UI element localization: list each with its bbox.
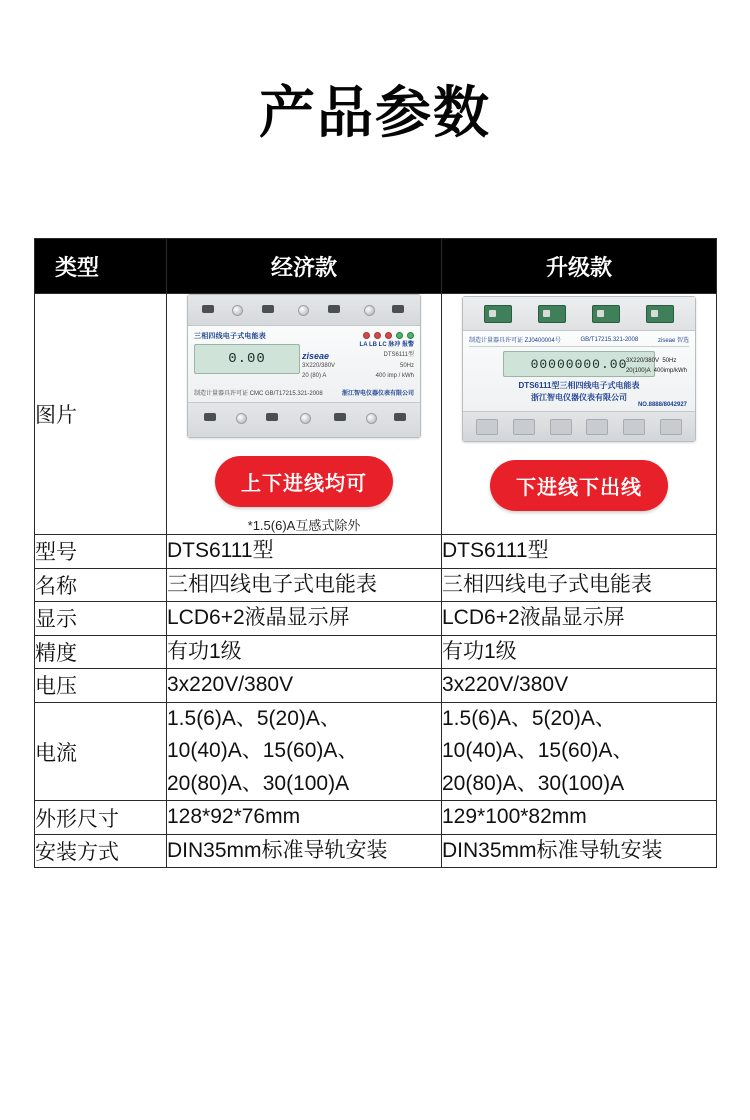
meter-pulse: 400 imp / kWh (375, 373, 414, 379)
terminal-port-icon (476, 419, 498, 435)
table-row (35, 602, 717, 636)
header-type: 类型 (35, 239, 167, 294)
row-value-economy-display: LCD6+2液晶显示屏 (167, 602, 442, 636)
current-line: 20(80)A、30(100)A (167, 771, 350, 795)
row-value-economy-name: 三相四线电子式电能表 (167, 568, 442, 602)
row-value-economy-model: DTS6111型 (167, 535, 442, 569)
led-indicator-icon (363, 332, 370, 339)
terminal-block-icon (484, 305, 512, 323)
page-title: 产品参数 (259, 81, 491, 144)
upgrade-meter-voltage: 3X220/380V (625, 358, 659, 364)
upgrade-product-cell (442, 294, 717, 535)
upgrade-meter-terminals-top (463, 297, 695, 331)
meter-face-title: 三相四线电子式电能表 (194, 333, 266, 340)
upgrade-meter-image (462, 296, 696, 442)
upgrade-meter-serial: NO.8888/8042927 (637, 402, 687, 408)
row-value-economy-current (167, 702, 442, 801)
terminal-port-icon (623, 419, 645, 435)
economy-badge: 上下进线均可 (215, 456, 393, 507)
row-label-current: 电流 (35, 702, 167, 801)
current-line: 1.5(6)A、5(20)A、 (167, 706, 341, 730)
terminal-port-icon (550, 419, 572, 435)
table-row (35, 834, 717, 868)
economy-product-cell (167, 294, 442, 535)
table-header-row (35, 239, 717, 294)
table-row-image (35, 294, 717, 535)
terminal-block-icon (592, 305, 620, 323)
row-value-upgrade-name: 三相四线电子式电能表 (442, 568, 717, 602)
upgrade-meter-pulse: 400imp/kWh (653, 367, 687, 374)
row-label-installation: 安装方式 (35, 834, 167, 868)
meter-top-rail (188, 295, 420, 326)
terminal-port-icon (513, 419, 535, 435)
economy-meter-image (187, 294, 421, 438)
meter-current: 20 (80) A (302, 373, 327, 379)
meter-bottom-rail (188, 402, 420, 437)
table-row (35, 702, 717, 801)
upgrade-meter-cert-code: 制造计量器具许可证 ZJ0400004号 (469, 338, 561, 344)
upgrade-badge: 下进线下出线 (490, 460, 668, 511)
current-line: 10(40)A、15(60)A、 (442, 739, 634, 763)
led-indicator-icon (385, 332, 392, 339)
meter-brand: ziseae (302, 351, 330, 361)
upgrade-meter-faceplate (463, 331, 695, 411)
meter-lcd-display: 0.00 (194, 344, 300, 374)
row-label-model: 型号 (35, 535, 167, 569)
current-line: 20(80)A、30(100)A (442, 771, 625, 795)
header-economy: 经济款 (167, 239, 442, 294)
upgrade-meter-company: 浙江智电仪器仪表有限公司 (531, 393, 627, 402)
row-value-economy-dimensions: 128*92*76mm (167, 801, 442, 835)
row-value-economy-voltage: 3x220V/380V (167, 669, 442, 703)
row-label-display: 显示 (35, 602, 167, 636)
upgrade-meter-specs (626, 357, 687, 376)
row-label-dimensions: 外形尺寸 (35, 801, 167, 835)
terminal-block-icon (646, 305, 674, 323)
row-value-economy-installation: DIN35mm标准导轨安装 (167, 834, 442, 868)
terminal-block-icon (538, 305, 566, 323)
upgrade-meter-standard: GB/T17215.321-2008 (580, 336, 639, 343)
table-row (35, 568, 717, 602)
led-indicator-icon (396, 332, 403, 339)
economy-note: *1.5(6)A互感式除外 (247, 518, 361, 533)
meter-cert: 制造计量器具许可证 CMC GB/T17215.321-2008 (194, 391, 323, 397)
meter-company: 浙江智电仪器仪表有限公司 (341, 391, 414, 397)
meter-frequency: 50Hz (399, 363, 414, 369)
current-line: 10(40)A、15(60)A、 (167, 739, 359, 763)
meter-led-row (302, 332, 414, 339)
row-label-accuracy: 精度 (35, 635, 167, 669)
row-value-upgrade-dimensions: 129*100*82mm (442, 801, 717, 835)
row-value-upgrade-model: DTS6111型 (442, 535, 717, 569)
led-indicator-icon (374, 332, 381, 339)
upgrade-meter-brand: ziseae 智选 (657, 338, 689, 344)
row-label-name: 名称 (35, 568, 167, 602)
table-row (35, 801, 717, 835)
meter-voltage: 3X220/380V (302, 363, 336, 369)
meter-led-labels: LA LB LC 脉冲 报警 (359, 342, 414, 348)
row-label-voltage: 电压 (35, 669, 167, 703)
header-upgrade: 升级款 (442, 239, 717, 294)
upgrade-meter-title: DTS6111型三相四线电子式电能表 (518, 381, 640, 390)
upgrade-meter-terminals-bottom (463, 411, 695, 441)
upgrade-meter-frequency: 50Hz (662, 358, 677, 364)
product-spec-table (34, 238, 717, 868)
row-value-upgrade-display: LCD6+2液晶显示屏 (442, 602, 717, 636)
meter-model: DTS6111型 (383, 352, 414, 358)
row-value-upgrade-installation: DIN35mm标准导轨安装 (442, 834, 717, 868)
row-value-upgrade-current (442, 702, 717, 801)
table-row (35, 635, 717, 669)
row-value-economy-accuracy: 有功1级 (167, 635, 442, 669)
table-row (35, 535, 717, 569)
table-row (35, 669, 717, 703)
row-value-upgrade-voltage: 3x220V/380V (442, 669, 717, 703)
upgrade-meter-lcd-display: 00000000.00 (503, 351, 655, 377)
row-label-image: 图片 (35, 294, 167, 535)
row-value-upgrade-accuracy: 有功1级 (442, 635, 717, 669)
meter-faceplate (188, 326, 420, 402)
terminal-port-icon (586, 419, 608, 435)
current-line: 1.5(6)A、5(20)A、 (442, 706, 616, 730)
upgrade-meter-current: 20(100)A (625, 367, 651, 374)
led-indicator-icon (407, 332, 414, 339)
meter-right-panel (302, 332, 414, 381)
terminal-port-icon (660, 419, 682, 435)
